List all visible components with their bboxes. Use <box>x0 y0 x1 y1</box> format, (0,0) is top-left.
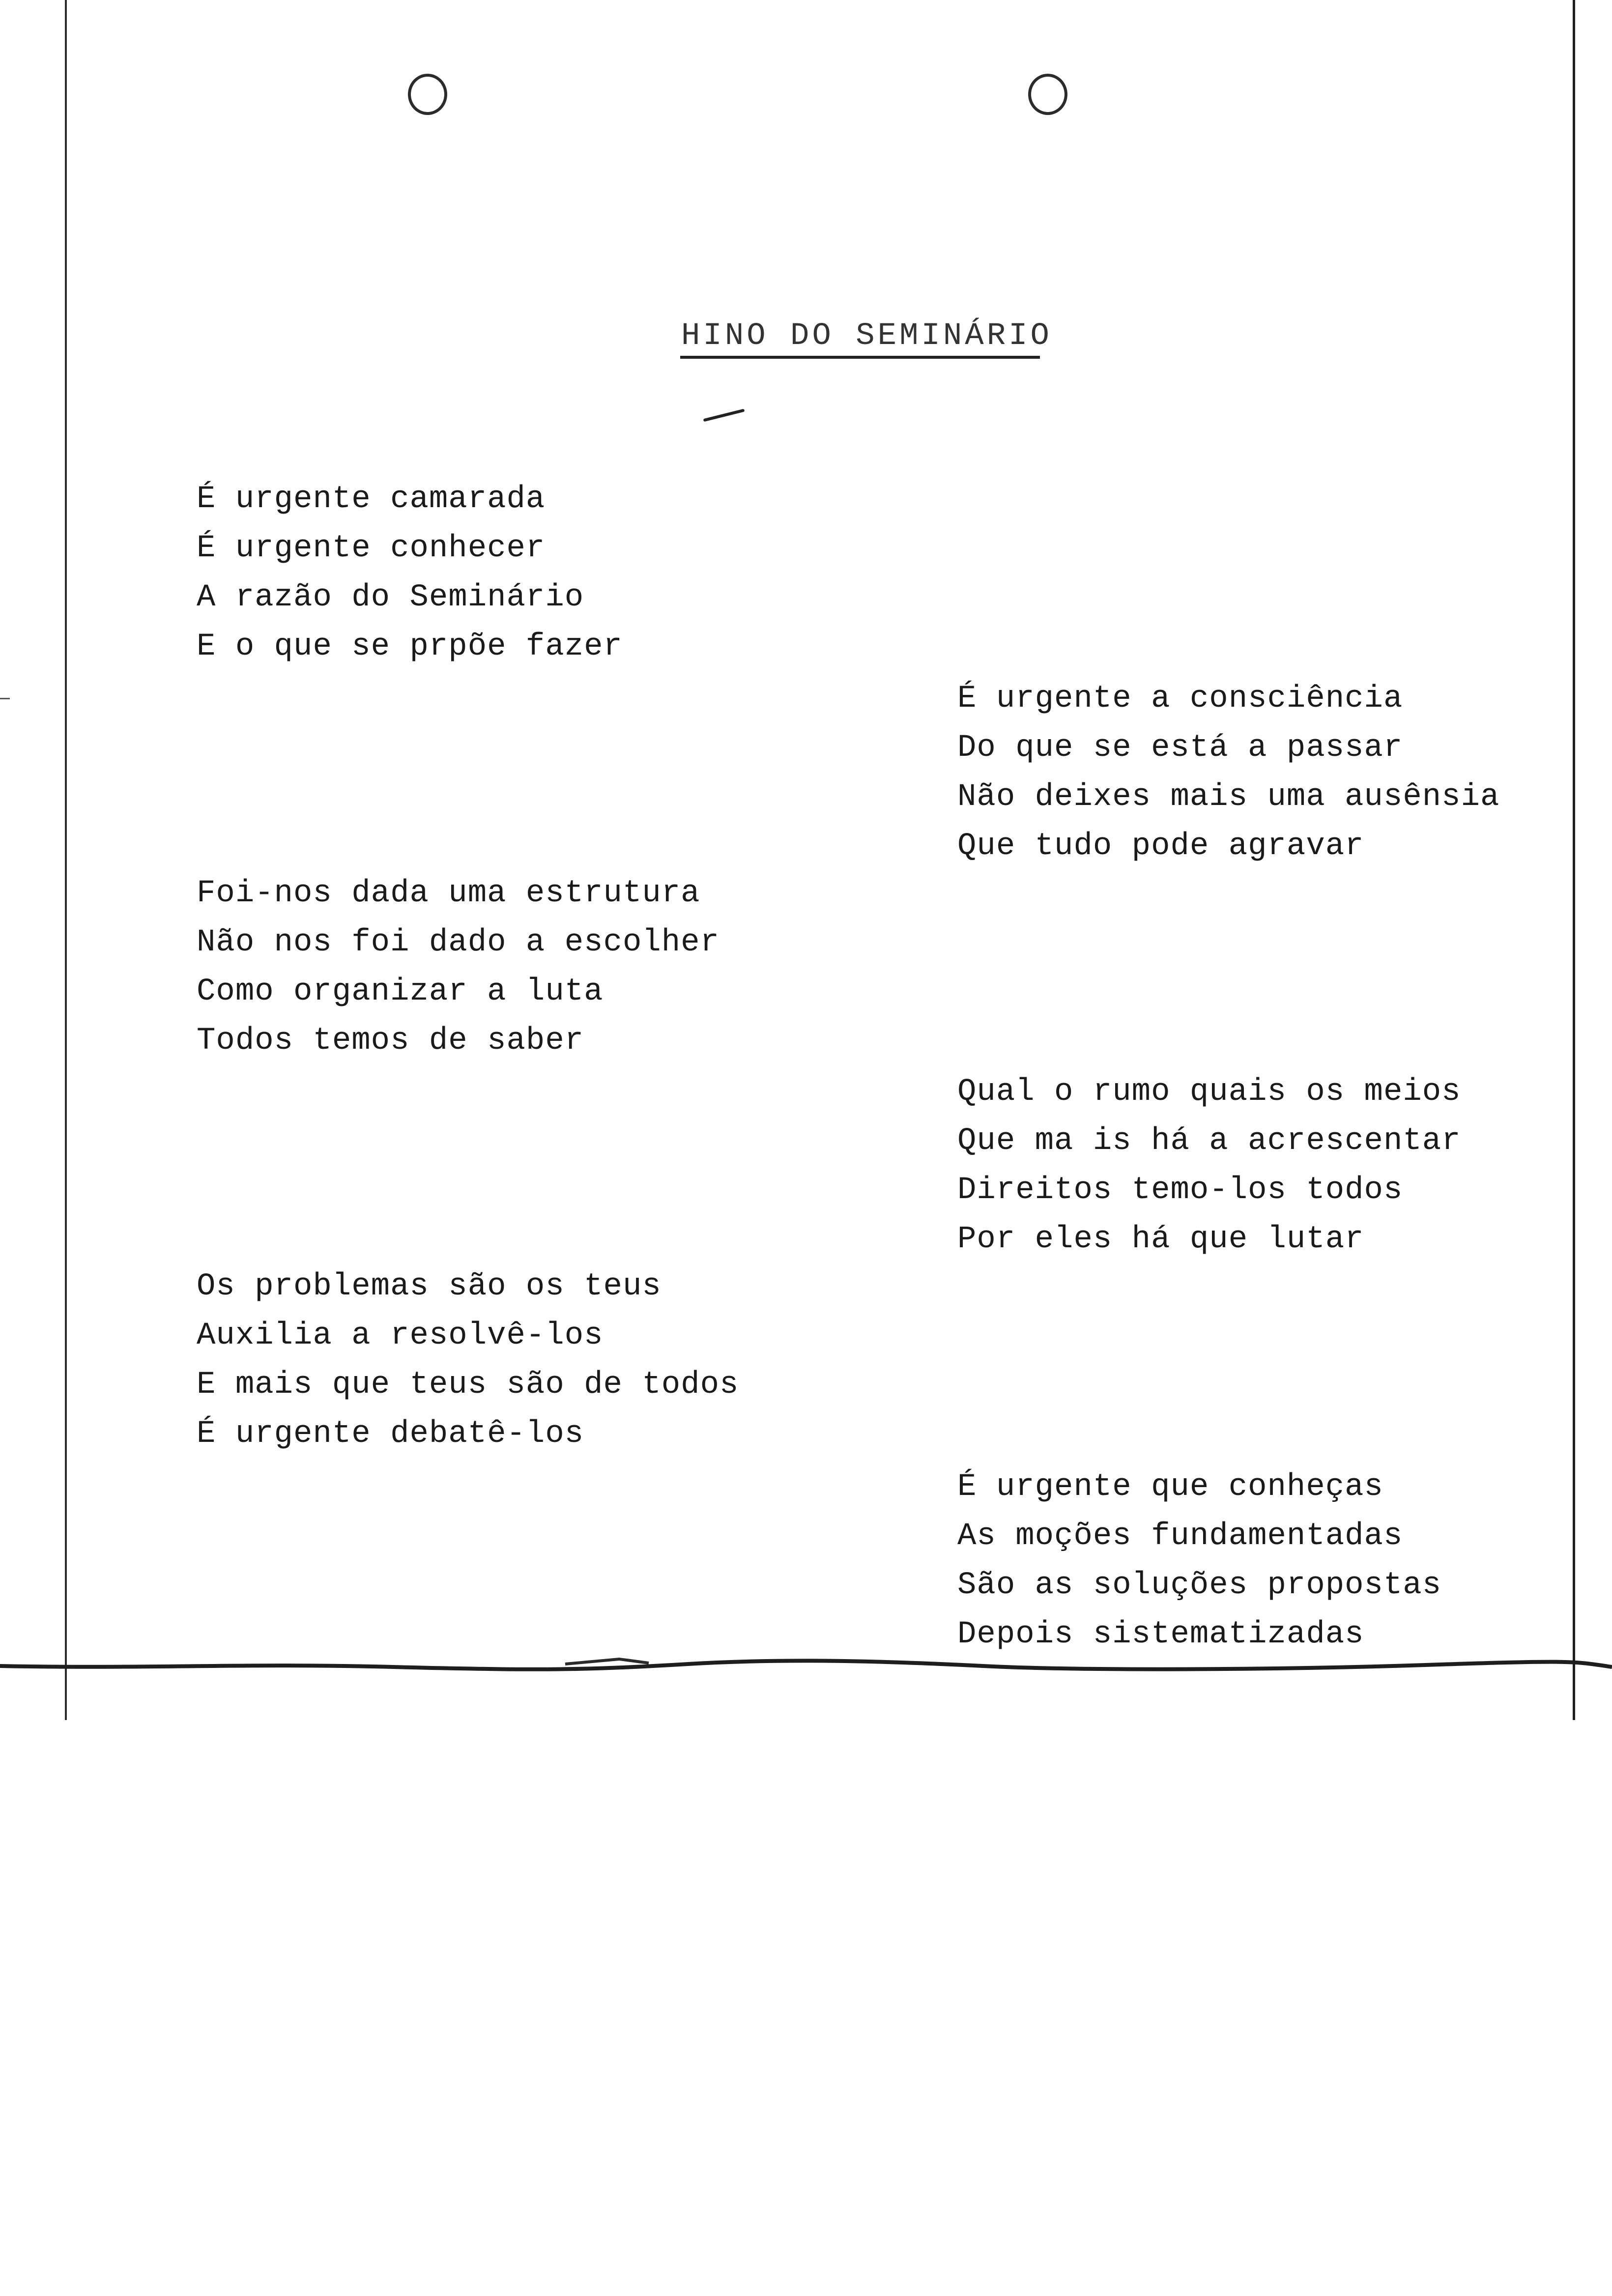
verse-line: É urgente conhecer <box>197 531 546 566</box>
stanza-right-3 <box>957 1463 1441 1659</box>
stanza-right-1 <box>957 674 1499 871</box>
verse-line: E o que se prpõe fazer <box>197 629 623 664</box>
stanza-left-1 <box>197 475 623 671</box>
verse-line: E mais que teus são de todos <box>197 1367 739 1403</box>
verse-line: As moções fundamentadas <box>957 1519 1403 1554</box>
verse-line: Direitos temo-los todos <box>957 1173 1403 1208</box>
verse-line: Por eles há que lutar <box>957 1222 1364 1257</box>
punch-hole-left <box>408 74 447 115</box>
verse-line: Os problemas são os teus <box>197 1269 662 1304</box>
verse-line: Não deixes mais uma ausênsia <box>957 779 1500 815</box>
verse-line: Não nos foi dado a escolher <box>197 925 720 960</box>
verse-line: É urgente que conheças <box>957 1469 1383 1505</box>
verse-line: Que tudo pode agravar <box>957 829 1364 864</box>
right-page-edge <box>1573 0 1575 1720</box>
verse-line: É urgente a consciência <box>957 681 1403 717</box>
document-title: HINO DO SEMINÁRIO <box>681 318 1052 354</box>
verse-line: Todos temos de saber <box>197 1023 584 1059</box>
verse-line: É urgente camarada <box>197 482 546 517</box>
verse-line: Como organizar a luta <box>197 974 604 1009</box>
margin-mark <box>0 698 10 699</box>
stanza-left-2 <box>197 869 720 1065</box>
verse-line: É urgente debatê-los <box>197 1416 584 1452</box>
stanza-right-2 <box>957 1067 1461 1264</box>
title-underline <box>680 356 1040 359</box>
pen-stroke-mark <box>703 409 745 422</box>
torn-paper-edge <box>0 1641 1612 1681</box>
punch-hole-right <box>1028 74 1067 115</box>
stanza-left-3 <box>197 1262 739 1459</box>
verse-line: Qual o rumo quais os meios <box>957 1074 1461 1110</box>
verse-line: São as soluções propostas <box>957 1568 1442 1603</box>
verse-line: Foi-nos dada uma estrutura <box>197 876 700 911</box>
verse-line: Do que se está a passar <box>957 730 1403 766</box>
verse-line: Auxilia a resolvê-los <box>197 1318 604 1353</box>
left-page-edge <box>65 0 67 1720</box>
verse-line: Depois sistematizadas <box>957 1617 1364 1652</box>
verse-line: A razão do Seminário <box>197 580 584 615</box>
verse-line: Que ma is há a acrescentar <box>957 1123 1461 1159</box>
